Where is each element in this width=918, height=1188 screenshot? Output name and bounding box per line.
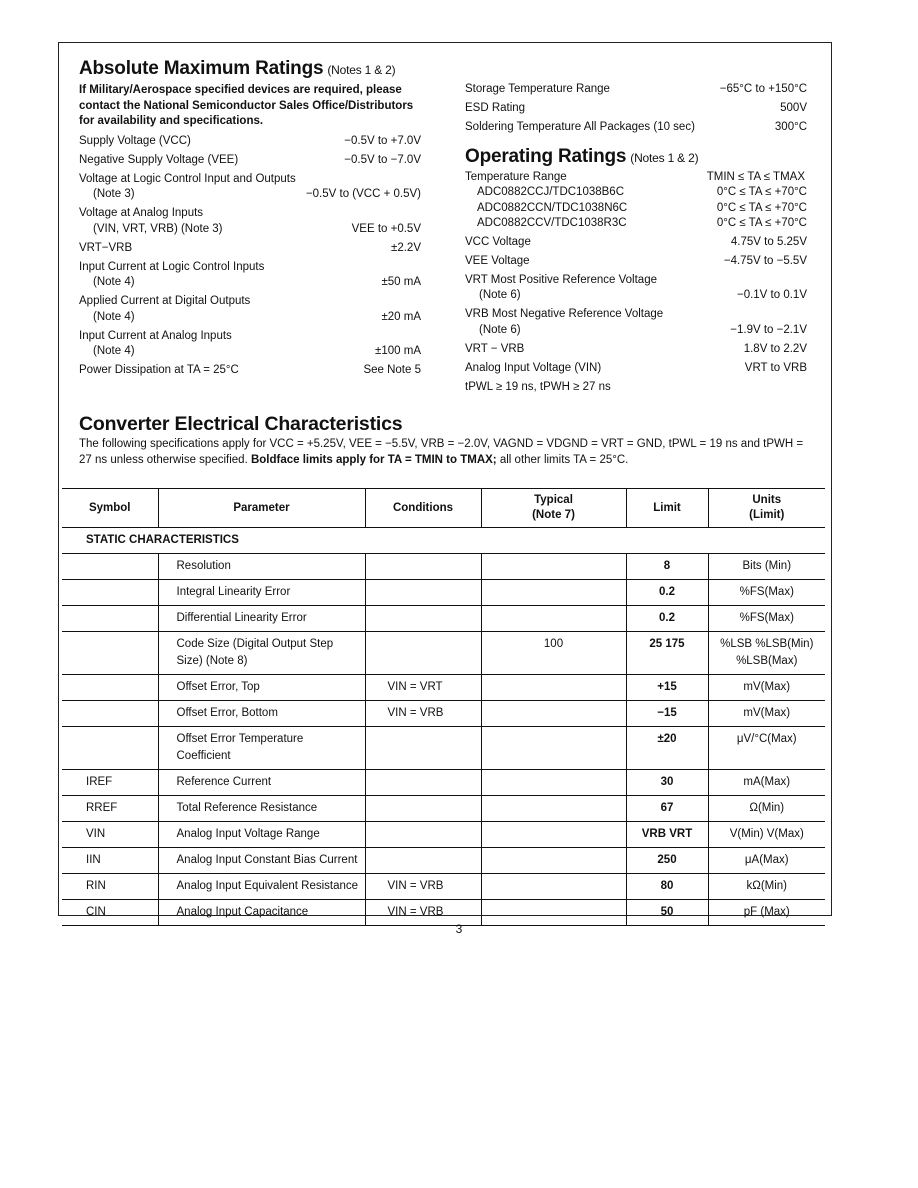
cell-conditions — [365, 727, 481, 770]
table-row — [62, 822, 825, 848]
opr-item-subrow — [465, 288, 807, 304]
amr-right-item — [465, 82, 807, 98]
header-conditions: Conditions — [365, 489, 481, 528]
cell-limit: 30 — [626, 770, 708, 796]
cell-units: %FS(Max) — [708, 580, 825, 606]
cell-conditions — [365, 796, 481, 822]
table-row — [62, 701, 825, 727]
temp-range: 0°C ≤ TA ≤ +70°C — [716, 186, 807, 198]
cell-symbol: IREF — [62, 770, 158, 796]
header-typical-label: Typical — [534, 494, 573, 506]
cell-parameter: Integral Linearity Error — [158, 580, 365, 606]
temp-row — [465, 185, 807, 201]
amr-notes: (Notes 1 & 2) — [327, 63, 396, 77]
amr-item-value: ±50 mA — [381, 276, 421, 288]
opr-notes: (Notes 1 & 2) — [630, 150, 699, 165]
opr-item-label: tPWL ≥ 19 ns, tPWH ≥ 27 ns — [465, 380, 611, 393]
temp-row — [465, 201, 807, 217]
cell-units: μV/°C(Max) — [708, 727, 825, 770]
amr-item — [79, 260, 421, 291]
amr-item-value: −0.5V to +7.0V — [344, 134, 421, 147]
cell-limit: VRB VRT — [626, 822, 708, 848]
cell-conditions: VIN = VRB — [365, 701, 481, 727]
header-typical — [481, 489, 626, 528]
cell-symbol — [62, 580, 158, 606]
amr-right-value: 300°C — [774, 121, 807, 133]
header-units — [708, 489, 825, 528]
amr-item-label: Input Current at Analog Inputs — [79, 329, 232, 342]
opr-item-value: −1.9V to −2.1V — [730, 323, 807, 336]
amr-item-value: −0.5V to −7.0V — [344, 153, 421, 166]
cell-parameter: Analog Input Constant Bias Current — [158, 848, 365, 874]
cell-conditions — [365, 606, 481, 632]
cell-conditions — [365, 822, 481, 848]
cell-parameter: Differential Linearity Error — [158, 606, 365, 632]
page-number: 3 — [455, 922, 463, 936]
cell-limit: +15 — [626, 675, 708, 701]
opr-item — [465, 235, 807, 251]
cell-units: %LSB %LSB(Min) %LSB(Max) — [708, 632, 825, 675]
cell-typical: 100 — [481, 632, 626, 675]
amr-right-item — [465, 101, 807, 117]
cell-units: mA(Max) — [708, 770, 825, 796]
cell-limit: 25 175 — [626, 632, 708, 675]
opr-item-value: VRT to VRB — [744, 361, 807, 374]
amr-list — [79, 134, 421, 379]
cell-limit: 80 — [626, 874, 708, 900]
cell-conditions — [365, 632, 481, 675]
opr-title: Operating Ratings — [465, 145, 627, 167]
cell-symbol: CIN — [62, 900, 158, 926]
opr-item-row — [465, 254, 807, 270]
cell-conditions — [365, 848, 481, 874]
cell-units: V(Min) V(Max) — [708, 822, 825, 848]
section-title: STATIC CHARACTERISTICS — [62, 528, 825, 554]
amr-item — [79, 329, 421, 360]
opr-item-label: VRT Most Positive Reference Voltage — [465, 273, 657, 286]
amr-item-value: VEE to +0.5V — [351, 222, 421, 235]
cell-limit: 0.2 — [626, 606, 708, 632]
opr-item-row — [465, 361, 807, 377]
header-limit: Limit — [626, 489, 708, 528]
amr-item — [79, 134, 421, 150]
amr-item-label: Supply Voltage (VCC) — [79, 134, 191, 147]
cell-typical — [481, 770, 626, 796]
amr-item — [79, 241, 421, 257]
cell-symbol: VIN — [62, 822, 158, 848]
cell-typical — [481, 554, 626, 580]
cell-conditions: VIN = VRT — [365, 675, 481, 701]
opr-item-value: 4.75V to 5.25V — [730, 235, 807, 248]
amr-right-label: Storage Temperature Range — [465, 83, 610, 95]
table-row — [62, 675, 825, 701]
opr-item-label: VRB Most Negative Reference Voltage — [465, 308, 664, 320]
table-header-row — [62, 489, 825, 528]
opr-item — [465, 254, 807, 270]
cell-symbol — [62, 606, 158, 632]
amr-title: Absolute Maximum Ratings — [79, 58, 324, 79]
table-row — [62, 580, 825, 606]
cell-typical — [481, 822, 626, 848]
table-row — [62, 770, 825, 796]
amr-right-list — [465, 82, 807, 136]
amr-item-value: ±100 mA — [375, 345, 421, 357]
amr-item-label: Power Dissipation at TA = 25°C — [79, 364, 239, 376]
cell-symbol — [62, 701, 158, 727]
cell-symbol — [62, 675, 158, 701]
opr-item — [465, 380, 807, 396]
cell-parameter: Offset Error Temperature Coefficient — [158, 727, 365, 770]
cell-typical — [481, 796, 626, 822]
cell-typical — [481, 701, 626, 727]
amr-item-row — [79, 363, 421, 379]
amr-item — [79, 363, 421, 379]
cell-symbol: IIN — [62, 848, 158, 874]
amr-item-value: ±2.2V — [391, 241, 421, 254]
cell-symbol — [62, 727, 158, 770]
cell-typical — [481, 874, 626, 900]
header-units-label: Units — [752, 494, 782, 506]
amr-item — [79, 206, 421, 237]
temp-device: ADC0882CCV/TDC1038R3C — [477, 217, 627, 229]
conv-desc-bold: Boldface limits apply for TA = TMIN to TMAX; — [250, 453, 497, 466]
amr-item — [79, 294, 421, 325]
cell-limit: 50 — [626, 900, 708, 926]
cell-parameter: Reference Current — [158, 770, 365, 796]
cell-symbol: RIN — [62, 874, 158, 900]
cell-units: mV(Max) — [708, 701, 825, 727]
opr-item — [465, 342, 807, 358]
cell-units: mV(Max) — [708, 675, 825, 701]
opr-item-value: −4.75V to −5.5V — [723, 254, 807, 267]
cell-limit: 250 — [626, 848, 708, 874]
cell-typical — [481, 675, 626, 701]
opr-item-sub: (Note 6) — [479, 323, 521, 336]
amr-item-subrow — [79, 310, 421, 326]
cell-parameter: Resolution — [158, 554, 365, 580]
amr-intro: If Military/Aerospace specified devices are required, please contact the National Semiconductor Sales Office/Distributors for availability and specifications. — [79, 84, 414, 127]
opr-item-sub: (Note 6) — [479, 289, 521, 301]
cell-units: Ω(Min) — [708, 796, 825, 822]
cell-parameter: Analog Input Equivalent Resistance — [158, 874, 365, 900]
amr-item-row — [79, 241, 421, 257]
amr-item-sub: (Note 4) — [93, 345, 135, 357]
cell-typical — [481, 727, 626, 770]
cell-units: %FS(Max) — [708, 606, 825, 632]
opr-item — [465, 307, 807, 338]
amr-item-subrow — [79, 344, 421, 360]
opr-item-label: Analog Input Voltage (VIN) — [465, 361, 602, 374]
amr-item-row — [79, 134, 421, 150]
table-row — [62, 727, 825, 770]
cell-parameter: Offset Error, Top — [158, 675, 365, 701]
opr-list — [465, 235, 807, 396]
conv-title: Converter Electrical Characteristics — [79, 413, 403, 435]
cell-limit: ±20 — [626, 727, 708, 770]
temp-range-header: TMIN ≤ TA ≤ TMAX — [706, 170, 805, 183]
temp-range: 0°C ≤ TA ≤ +70°C — [716, 201, 807, 214]
cell-conditions — [365, 580, 481, 606]
amr-item-subrow — [79, 187, 421, 203]
amr-item-value: ±20 mA — [381, 310, 421, 323]
amr-item-label: Negative Supply Voltage (VEE) — [79, 153, 239, 166]
amr-right-item — [465, 120, 807, 136]
cell-symbol — [62, 554, 158, 580]
table-row — [62, 606, 825, 632]
conv-desc-tail: all other limits TA = 25°C. — [499, 453, 629, 466]
temp-rows — [465, 185, 807, 232]
temp-range-label: Temperature Range — [465, 170, 567, 183]
cell-symbol: RREF — [62, 796, 158, 822]
cell-conditions: VIN = VRB — [365, 900, 481, 926]
table-row — [62, 796, 825, 822]
temp-device: ADC0882CCJ/TDC1038B6C — [477, 186, 625, 198]
amr-item-label: Applied Current at Digital Outputs — [79, 295, 251, 307]
cell-typical — [481, 848, 626, 874]
cell-typical — [481, 606, 626, 632]
cell-conditions — [365, 554, 481, 580]
cell-limit: 8 — [626, 554, 708, 580]
characteristics-table — [62, 488, 825, 926]
opr-item-value: −0.1V to 0.1V — [736, 289, 807, 301]
opr-item-value: 1.8V to 2.2V — [743, 342, 807, 355]
amr-heading — [79, 58, 421, 80]
absolute-maximum-ratings — [79, 58, 421, 382]
amr-item-value: −0.5V to (VCC + 0.5V) — [305, 188, 421, 200]
table-row — [62, 874, 825, 900]
amr-right-value: 500V — [780, 102, 807, 114]
cell-parameter: Total Reference Resistance — [158, 796, 365, 822]
cell-units: μA(Max) — [708, 848, 825, 874]
cell-units: pF (Max) — [708, 900, 825, 926]
amr-item-sub: (Note 4) — [93, 276, 135, 288]
cell-parameter: Offset Error, Bottom — [158, 701, 365, 727]
cell-parameter: Analog Input Capacitance — [158, 900, 365, 926]
amr-item-label: Voltage at Analog Inputs — [79, 207, 204, 219]
amr-right-label: Soldering Temperature All Packages (10 sec) — [465, 121, 695, 133]
cell-limit: 67 — [626, 796, 708, 822]
temp-range-row — [465, 170, 807, 186]
section-row — [62, 528, 825, 554]
header-symbol: Symbol — [62, 489, 158, 528]
amr-item-label: Voltage at Logic Control Input and Outputs — [79, 172, 296, 185]
converter-characteristics — [79, 413, 809, 468]
opr-heading — [465, 146, 807, 168]
amr-item-sub: (VIN, VRT, VRB) (Note 3) — [93, 222, 223, 235]
amr-item-subrow — [79, 222, 421, 238]
amr-item-sub: (Note 4) — [93, 310, 135, 323]
opr-item-row — [465, 380, 807, 396]
amr-item-subrow — [79, 275, 421, 291]
opr-item-label: VEE Voltage — [465, 254, 530, 267]
opr-item-label: VCC Voltage — [465, 235, 531, 248]
amr-item-value: See Note 5 — [363, 364, 421, 376]
cell-conditions: VIN = VRB — [365, 874, 481, 900]
amr-right-value: −65°C to +150°C — [719, 83, 807, 95]
amr-right-label: ESD Rating — [465, 102, 526, 114]
table-row — [62, 554, 825, 580]
opr-item — [465, 361, 807, 377]
header-typical-note: (Note 7) — [532, 509, 575, 521]
amr-item — [79, 172, 421, 203]
amr-item-label: Input Current at Logic Control Inputs — [79, 260, 265, 273]
cell-conditions — [365, 770, 481, 796]
operating-ratings — [465, 146, 807, 396]
right-column — [465, 82, 807, 399]
cell-limit: 0.2 — [626, 580, 708, 606]
temp-device: ADC0882CCN/TDC1038N6C — [477, 201, 628, 214]
cell-symbol — [62, 632, 158, 675]
temp-row — [465, 216, 807, 232]
conv-description — [79, 437, 809, 468]
cell-limit: −15 — [626, 701, 708, 727]
amr-item — [79, 153, 421, 169]
opr-item-label: VRT − VRB — [465, 342, 525, 355]
conv-desc-normal: The following specifications apply for VCC = +5.25V, VEE = −5.5V, VRB = −2.0V, VAGND = VDGND = VRT = GND, tPWL = 19 ns and tPWH = 27 ns unless otherwise specified. — [79, 438, 804, 466]
header-parameter: Parameter — [158, 489, 365, 528]
cell-typical — [481, 580, 626, 606]
table-row — [62, 848, 825, 874]
opr-item-row — [465, 235, 807, 251]
opr-item-row — [465, 342, 807, 358]
header-units-note: (Limit) — [749, 509, 785, 521]
table-row — [62, 632, 825, 675]
amr-item-sub: (Note 3) — [93, 188, 135, 200]
opr-item — [465, 273, 807, 304]
cell-units: Bits (Min) — [708, 554, 825, 580]
cell-parameter: Analog Input Voltage Range — [158, 822, 365, 848]
cell-units: kΩ(Min) — [708, 874, 825, 900]
cell-parameter: Code Size (Digital Output Step Size) (Note 8) — [158, 632, 365, 675]
opr-item-subrow — [465, 323, 807, 339]
temp-range: 0°C ≤ TA ≤ +70°C — [716, 217, 807, 229]
amr-item-label: VRT−VRB — [79, 241, 133, 254]
amr-item-row — [79, 153, 421, 169]
